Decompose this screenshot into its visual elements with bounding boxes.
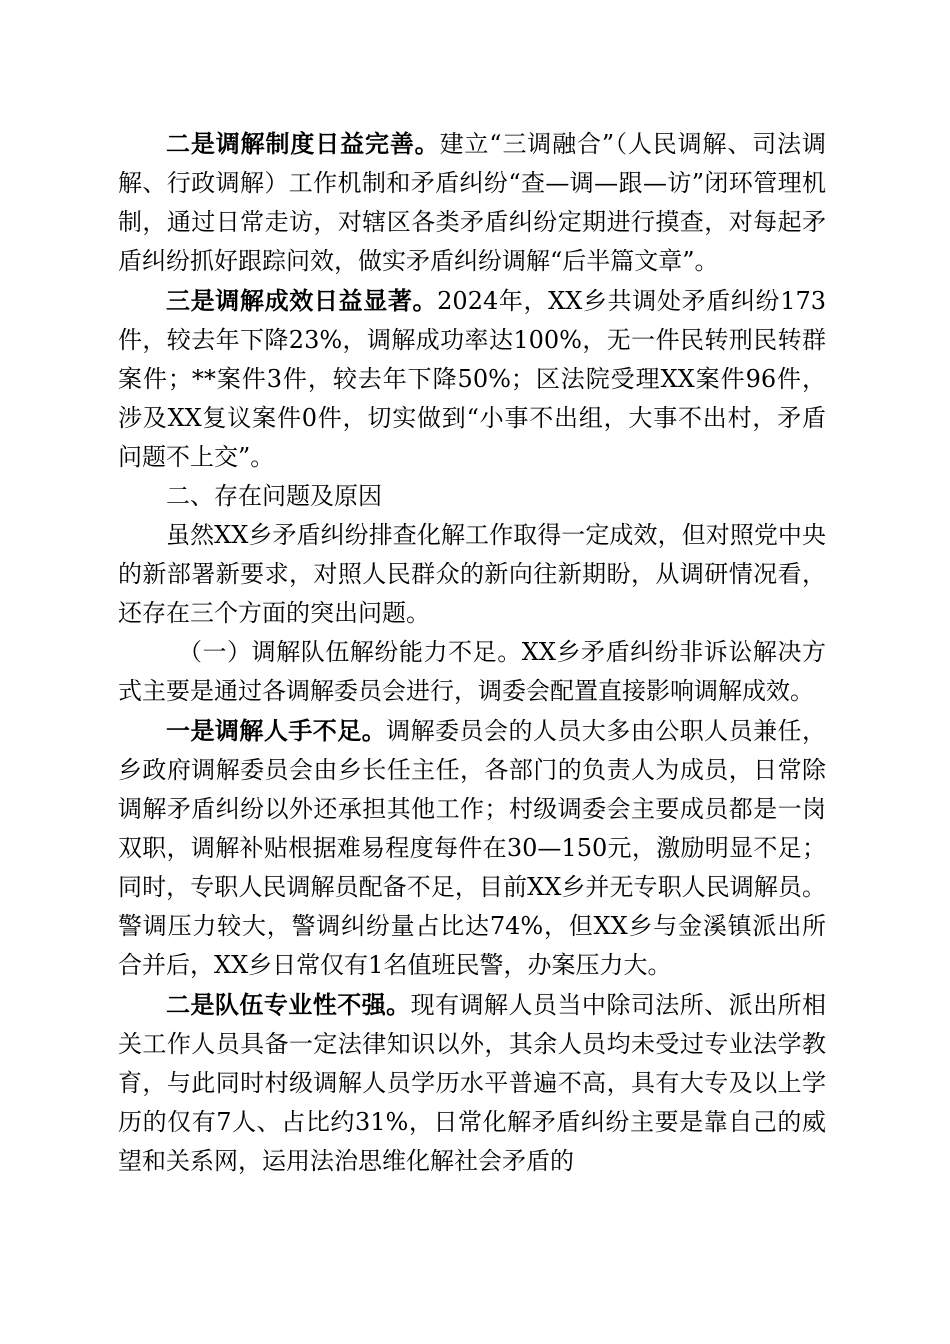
- paragraph-text: 虽然XX乡矛盾纠纷排查化解工作取得一定成效，但对照党中央的新部署新要求，对照人民群众的新向往新期盼，从调研情况看，还存在三个方面的突出问题。: [118, 521, 826, 627]
- paragraph-lead: 一是调解人手不足。: [166, 716, 387, 745]
- paragraph-text: 调解委员会的人员大多由公职人员兼任，乡政府调解委员会由乡长任主任，各部门的负责人为成员，日常除调解矛盾纠纷以外还承担其他工作；村级调委会主要成员都是一岗双职，调解补贴根据难易程度每件在30—150元，激励明显不足；同时，专职人民调解员配备不足，目前XX乡并无专职人民调解员。警调压力较大，警调纠纷量占比达74%，但XX乡与金溪镇派出所合并后，XX乡日常仅有1名值班民警，办案压力大。: [118, 717, 827, 979]
- document-page: [118, 124, 826, 1181]
- paragraph-lead: 二是队伍专业性不强。: [166, 990, 411, 1019]
- paragraph-subsection-one: [118, 633, 826, 711]
- paragraph-mediation-results: [118, 281, 826, 477]
- paragraph-mediation-system: [118, 124, 826, 281]
- paragraph-lead: 三是调解成效日益显著。: [166, 286, 438, 315]
- paragraph-professionalism: [118, 985, 826, 1181]
- paragraph-text: 建立“三调融合”（人民调解、司法调解、行政调解）工作机制和矛盾纠纷“查—调—跟—访”闭环管理机制，通过日常走访，对辖区各类矛盾纠纷定期进行摸查，对每起矛盾纠纷抓好跟踪问效，做实矛盾纠纷调解“后半篇文章”。: [118, 130, 826, 275]
- heading-text: 二、存在问题及原因: [166, 482, 382, 510]
- paragraph-lead: 二是调解制度日益完善。: [166, 129, 440, 158]
- paragraph-staff-shortage: [118, 711, 826, 985]
- section-heading-problems: [118, 477, 826, 516]
- paragraph-text: （一）调解队伍解纷能力不足。XX乡矛盾纠纷非诉讼解决方式主要是通过各调解委员会进行，调委会配置直接影响调解成效。: [118, 638, 826, 705]
- paragraph-text: 2024年，XX乡共调处矛盾纠纷173件，较去年下降23%，调解成功率达100%，无一件民转刑民转群案件；**案件3件，较去年下降50%；区法院受理XX案件96件，涉及XX复议案件0件，切实做到“小事不出组，大事不出村，矛盾问题不上交”。: [118, 287, 827, 471]
- paragraph-text: 现有调解人员当中除司法所、派出所相关工作人员具备一定法律知识以外，其余人员均未受过专业法学教育，与此同时村级调解人员学历水平普遍不高，具有大专及以上学历的仅有7人、占比约31%，日常化解矛盾纠纷主要是靠自己的威望和关系网，运用法治思维化解社会矛盾的: [118, 991, 827, 1175]
- paragraph-problems-intro: [118, 516, 826, 633]
